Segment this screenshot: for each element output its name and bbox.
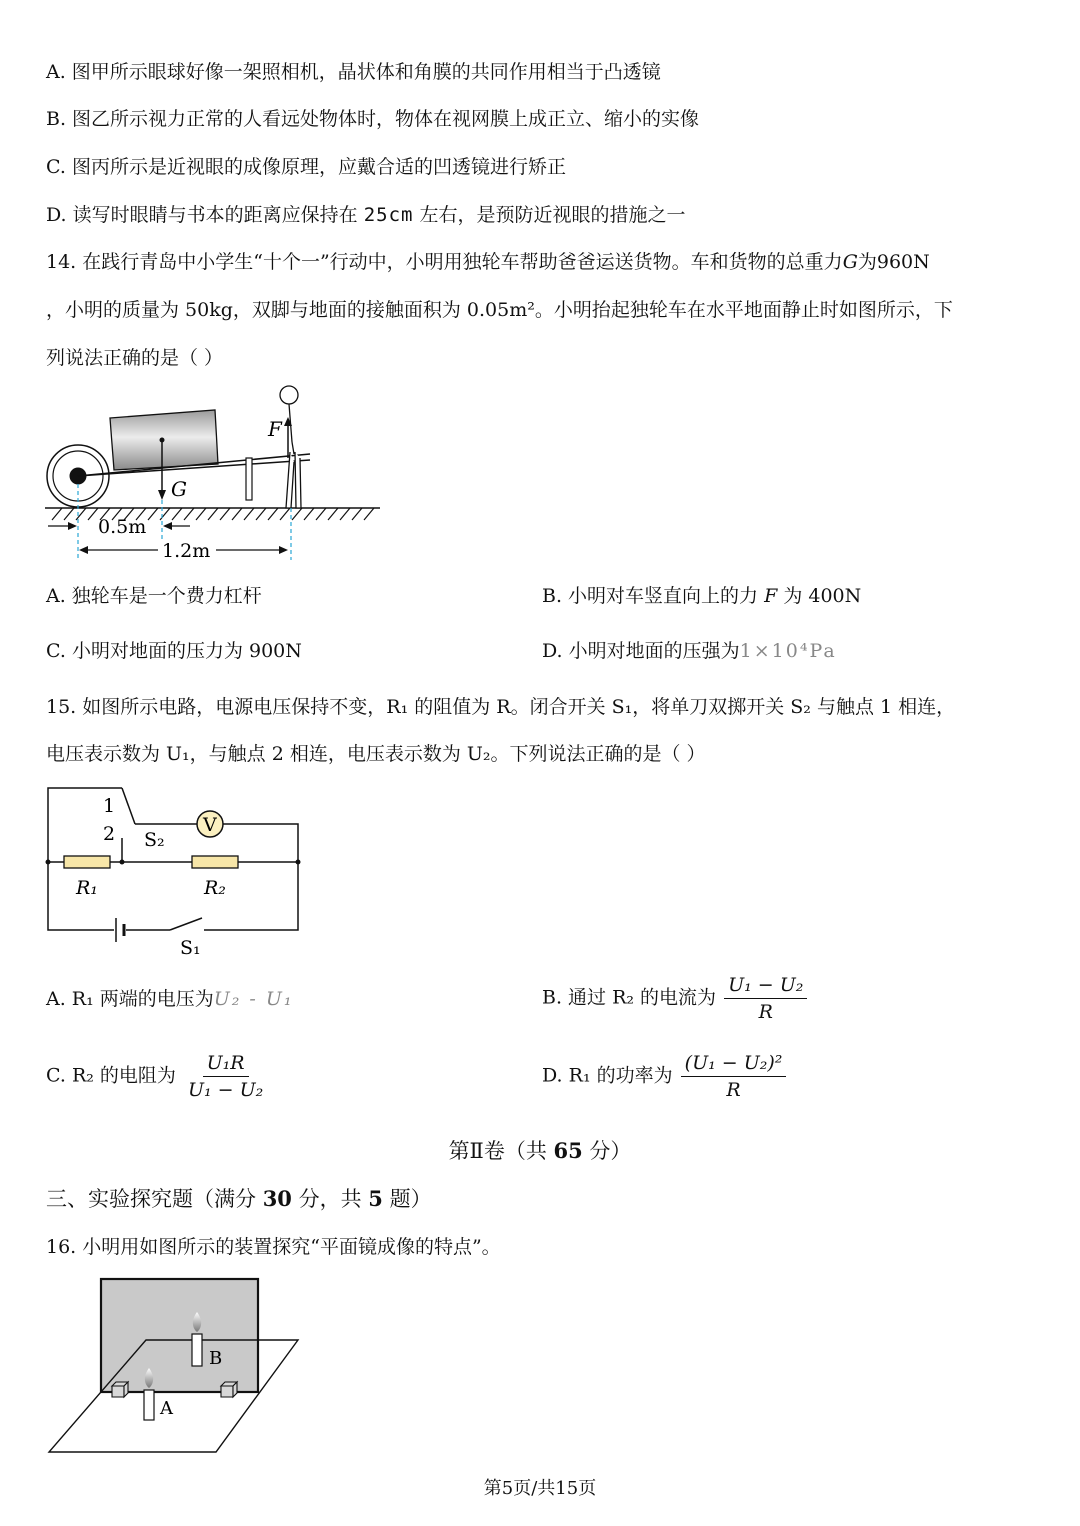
q15-option-b-denominator: R: [758, 1001, 773, 1023]
circuit-figure: [40, 782, 310, 967]
volume-title-score: 65: [553, 1138, 583, 1163]
contact-1-label: 1: [103, 795, 116, 817]
q14-stem-symbol-g: G: [842, 251, 858, 273]
part3-score: 30: [262, 1186, 292, 1211]
q15-option-b: [542, 972, 807, 1025]
plane-mirror-figure: [46, 1276, 306, 1456]
q15-option-c-numerator: U₁R: [203, 1050, 249, 1077]
part3-count: 5: [368, 1186, 383, 1211]
person-figure: [280, 386, 301, 508]
q15-option-a-value: U₂ - U₁: [213, 988, 294, 1010]
q15-option-a: [46, 986, 294, 1012]
q14-stem-line3: 列说法正确的是（ ）: [46, 347, 224, 369]
q15-option-d-text: D. R₁ 的功率为: [542, 1064, 673, 1087]
r2-label: R₂: [204, 877, 226, 899]
q15-option-c-fraction: [184, 1050, 267, 1103]
resistor-r2: [192, 856, 238, 868]
q14-option-d-value: 1×10⁴Pa: [739, 640, 837, 662]
q15-option-b-text: B. 通过 R₂ 的电流为: [542, 986, 717, 1009]
q15-option-a-text: A. R₁ 两端的电压为: [46, 988, 214, 1010]
resistor-r1: [64, 856, 110, 868]
distance-0.5m-label: 0.5m: [98, 516, 147, 538]
q14-stem-text: 14. 在践行青岛中小学生“十个一”行动中，小明用独轮车帮助爸爸运送货物。车和货物的总重力: [46, 251, 843, 273]
q14-option-b-text: B. 小明对车竖直向上的力: [542, 585, 759, 607]
q15-option-c-denominator: U₁ − U₂: [187, 1079, 264, 1101]
q14-option-c: C. 小明对地面的压力为 900N: [46, 640, 302, 662]
section-volume-title: [0, 1138, 1080, 1164]
cart-leg: [246, 458, 252, 500]
q14-option-d-text: D. 小明对地面的压强为: [542, 640, 740, 662]
q13-option-d-text: D. 读写时眼睛与书本的距离应保持在: [46, 204, 358, 226]
part3-heading: [46, 1186, 432, 1212]
wheelbarrow-figure: [40, 380, 390, 565]
q15-option-c: [46, 1050, 267, 1103]
q14-option-b-text-end: 为 400N: [783, 585, 862, 607]
q15-option-d: [542, 1050, 786, 1103]
voltmeter-label: V: [203, 814, 217, 836]
switch-s2-label: S₂: [144, 829, 165, 851]
q13-option-b: B. 图乙所示视力正常的人看远处物体时，物体在视网膜上成正立、缩小的实像: [46, 108, 700, 130]
candle-b-label: B: [209, 1348, 223, 1369]
q15-stem-line1: 15. 如图所示电路，电源电压保持不变，R₁ 的阻值为 R。闭合开关 S₁，将单刀双掷开关 S₂ 与触点 1 相连，: [46, 696, 956, 718]
switch-s1-label: S₁: [180, 937, 201, 959]
page-footer: 第5页/共15页: [483, 1478, 597, 1499]
q14-stem-line1: [46, 249, 930, 275]
glass-plate: [101, 1279, 258, 1392]
q15-option-d-numerator: (U₁ − U₂)²: [681, 1050, 787, 1077]
part3-heading-mid: 分，共: [291, 1187, 369, 1211]
q14-stem-text-end: 为960N: [857, 251, 930, 273]
gravity-g-label: G: [171, 477, 187, 501]
q15-option-b-numerator: U₁ − U₂: [724, 972, 807, 999]
candle-b: [192, 1334, 202, 1366]
q15-option-d-denominator: R: [726, 1079, 741, 1101]
volume-title-text: 第Ⅱ卷（共: [448, 1139, 554, 1163]
contact-2-label: 2: [103, 823, 116, 845]
part3-heading-end: 题）: [382, 1187, 432, 1211]
q13-option-d: [46, 202, 686, 228]
q15-option-d-fraction: [681, 1050, 787, 1103]
q14-option-d: [542, 638, 837, 664]
q15-option-b-fraction: [724, 972, 807, 1025]
q14-option-b-symbol-f: F: [764, 585, 778, 607]
force-f-label: F: [268, 417, 282, 441]
q14-stem-line2: ，小明的质量为 50kg，双脚与地面的接触面积为 0.05m²。小明抬起独轮车在水平地面静止时如图所示，下: [46, 299, 953, 321]
q14-option-a: A. 独轮车是一个费力杠杆: [46, 585, 262, 607]
r1-label: R₁: [76, 877, 98, 899]
q13-option-a: A. 图甲所示眼球好像一架照相机，晶状体和角膜的共同作用相当于凸透镜: [46, 61, 661, 83]
candle-a: [144, 1390, 154, 1420]
q14-option-b: [542, 583, 861, 609]
q15-stem-line2: 电压表示数为 U₁，与触点 2 相连，电压表示数为 U₂。下列说法正确的是（ ）: [46, 743, 706, 765]
volume-title-text-end: 分）: [582, 1139, 632, 1163]
candle-a-label: A: [160, 1398, 173, 1419]
q13-option-d-text-end: 左右，是预防近视眼的措施之一: [419, 204, 686, 226]
part3-heading-text: 三、实验探究题（满分: [46, 1187, 263, 1211]
distance-1.2m-label: 1.2m: [162, 540, 211, 562]
q16-stem: 16. 小明用如图所示的装置探究“平面镜成像的特点”。: [46, 1236, 501, 1258]
q15-option-c-text: C. R₂ 的电阻为: [46, 1064, 176, 1087]
q13-option-c: C. 图丙所示是近视眼的成像原理，应戴合适的凹透镜进行矫正: [46, 156, 566, 178]
q13-option-d-distance: 25cm: [363, 204, 414, 226]
